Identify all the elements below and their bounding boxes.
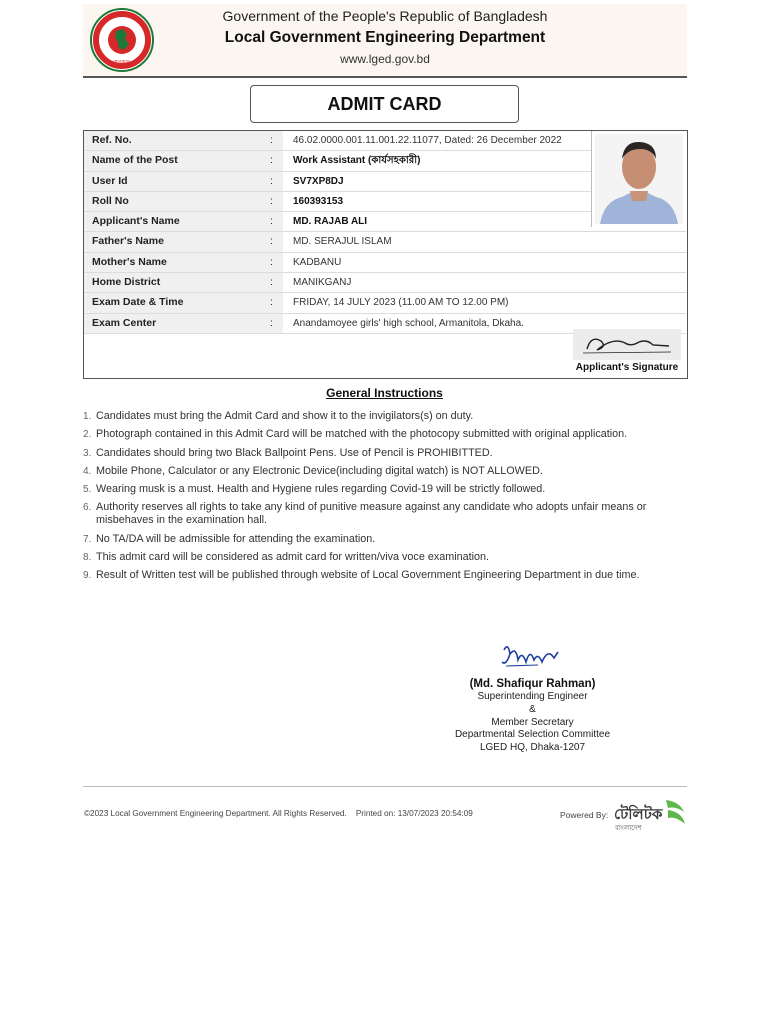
info-colon: :	[270, 194, 273, 207]
footer-divider	[83, 786, 687, 787]
info-row-home-district	[84, 273, 686, 293]
info-colon: :	[270, 154, 273, 167]
teletalk-logo	[612, 796, 687, 834]
instructions-title: General Instructions	[326, 386, 443, 400]
header-divider	[83, 76, 687, 78]
info-colon: :	[270, 316, 273, 329]
info-label: Name of the Post	[84, 151, 283, 170]
info-value: MD. RAJAB ALI	[293, 216, 368, 228]
instruction-text: This admit card will be considered as admit card for written/viva voce examination.	[96, 551, 490, 564]
info-colon: :	[270, 215, 273, 228]
svg-text:টেলিটক: টেলিটক	[614, 805, 663, 823]
officer-signature-image	[498, 640, 562, 672]
info-value: MD. SERAJUL ISLAM	[293, 236, 392, 248]
applicant-signature-image	[573, 329, 681, 360]
info-value: Work Assistant (কার্যসহকারী)	[293, 155, 421, 167]
instruction-item: 8. This admit card will be considered as admit card for written/viva voce examination.	[83, 551, 490, 564]
officer-committee: Departmental Selection Committee	[454, 729, 611, 741]
department-name: Local Government Engineering Department	[224, 29, 546, 46]
info-label: Applicant's Name	[84, 212, 283, 231]
info-label: Ref. No.	[84, 131, 283, 150]
website-link[interactable]: www.lged.gov.bd	[340, 52, 430, 66]
svg-text:সরকার: সরকার	[113, 59, 131, 66]
info-label: Roll No	[84, 192, 283, 211]
info-value: Anandamoyee girls' high school, Armanitola, Dkaha.	[293, 317, 524, 329]
government-name: Government of the People's Republic of Bangladesh	[222, 8, 548, 24]
instruction-item: 2. Photograph contained in this Admit Card will be matched with the photocopy submitted with original application.	[83, 428, 628, 441]
info-colon: :	[270, 134, 273, 146]
info-label: Exam Date & Time	[84, 293, 283, 312]
info-value: FRIDAY, 14 JULY 2023 (11.00 AM TO 12.00 PM)	[293, 297, 509, 309]
info-colon: :	[270, 174, 273, 187]
info-row-mother-name	[84, 253, 686, 273]
instruction-item: 9. Result of Written test will be published through website of Local Government Engineering Department in due time.	[83, 569, 640, 582]
admit-card-title: ADMIT CARD	[250, 85, 519, 123]
info-colon: :	[270, 276, 273, 289]
info-label: Home District	[84, 273, 283, 292]
instruction-item: 4. Mobile Phone, Calculator or any Electronic Device(including digital watch) is NOT ALLOWED.	[83, 464, 543, 477]
instruction-item: 7. No TA/DA will be admissible for attending the examination.	[83, 532, 376, 545]
copyright-text: ©2023 Local Government Engineering Department. All Rights Reserved.	[84, 809, 347, 818]
instruction-text: Candidates should bring two Black Ballpoint Pens. Use of Pencil is PROHIBITTED.	[96, 446, 493, 459]
svg-text:বাংলাদেশ: বাংলাদেশ	[615, 824, 642, 832]
footer-copyright	[84, 809, 473, 818]
officer-office: LGED HQ, Dhaka-1207	[479, 742, 586, 754]
info-row-father-name	[84, 232, 686, 252]
instructions-list	[83, 410, 688, 588]
government-seal-logo	[89, 7, 155, 73]
instruction-text: Candidates must bring the Admit Card and show it to the invigilators(s) on duty.	[96, 410, 474, 422]
instruction-item: 1. Candidates must bring the Admit Card and show it to the invigilators(s) on duty.	[83, 410, 474, 422]
info-colon: :	[270, 255, 273, 268]
info-value: 46.02.0000.001.11.001.22.11077, Dated: 26 December 2022	[293, 135, 562, 146]
instruction-item: 6. Authority reserves all rights to take any kind of punitive measure against any candidate who adopts unfair means or misbehaves in the examination hall.	[83, 501, 647, 527]
officer-ampersand: &	[529, 703, 536, 715]
instruction-text: Result of Written test will be published through website of Local Government Engineering Department in due time.	[96, 569, 640, 582]
officer-name: (Md. Shafiqur Rahman)	[469, 678, 596, 690]
instruction-text: Photograph contained in this Admit Card will be matched with the photocopy submitted with original application.	[96, 428, 628, 441]
info-colon: :	[270, 296, 273, 309]
signature-scribble	[573, 329, 681, 360]
instruction-text: Wearing musk is a must. Health and Hygiene rules regarding Covid-19 will be strictly followed.	[96, 483, 546, 496]
applicant-signature-label: Applicant's Signature	[575, 362, 679, 373]
info-value: KADBANU	[293, 256, 342, 268]
info-colon: :	[270, 235, 273, 248]
instruction-text: Mobile Phone, Calculator or any Electronic Device(including digital watch) is NOT ALLOWED.	[96, 464, 543, 477]
info-label: Mother's Name	[84, 253, 283, 272]
printed-on-text: Printed on: 13/07/2023 20:54:09	[355, 809, 473, 818]
instruction-item: 5. Wearing musk is a must. Health and Hygiene rules regarding Covid-19 will be strictly followed.	[83, 483, 546, 496]
info-label: Father's Name	[84, 232, 283, 251]
officer-role: Member Secretary	[491, 716, 574, 728]
officer-designation: Superintending Engineer	[477, 691, 588, 702]
instruction-item: 3. Candidates should bring two Black Ballpoint Pens. Use of Pencil is PROHIBITTED.	[83, 446, 493, 459]
instruction-text: No TA/DA will be admissible for attending the examination.	[96, 532, 376, 545]
info-value: 160393153	[293, 195, 344, 207]
info-value: MANIKGANJ	[293, 277, 352, 289]
applicant-photo	[592, 131, 686, 227]
authorizing-officer-block	[440, 677, 625, 755]
info-value: SV7XP8DJ	[293, 175, 344, 187]
info-row-exam-date	[84, 293, 686, 313]
powered-by-label: Powered By:	[560, 810, 609, 820]
info-label: Exam Center	[84, 314, 283, 333]
applicant-photo-frame	[591, 131, 686, 227]
info-label: User Id	[84, 172, 283, 191]
instruction-text: Authority reserves all rights to take any kind of punitive measure against any candidate who adopts unfair means or misbehaves in the examination hall.	[96, 501, 647, 527]
